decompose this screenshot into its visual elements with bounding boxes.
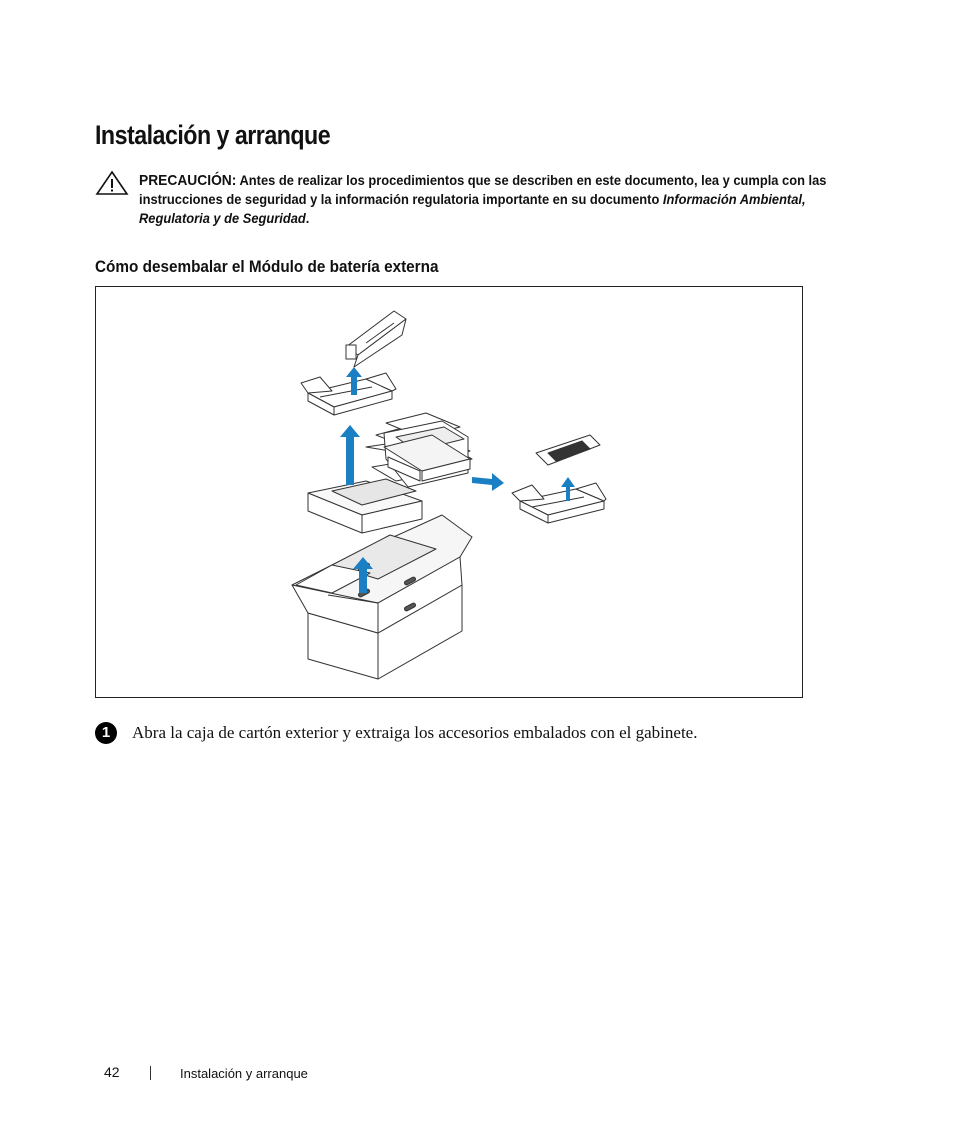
accessory-tray-right [512,483,606,523]
caution-document-title: Información Ambiental, Regulatoria y de Seguridad [139,191,806,226]
footer-divider [150,1066,151,1080]
caution-end: . [305,210,310,226]
unpacking-illustration [95,286,803,698]
step-number-badge: 1 [95,722,117,744]
section-heading: Cómo desembalar el Módulo de batería externa [95,257,439,276]
right-arrow-slab [472,473,504,491]
up-arrow-foam [340,425,360,485]
unpacking-drawing [96,287,802,697]
footer-section-title: Instalación y arranque [180,1066,308,1081]
accessory-tray-left [301,373,396,415]
caution-body: Antes de realizar los procedimientos que se describen en este documento, lea y cumpla con las instrucciones de seguridad y la información regulatoria importante en su documento [139,172,827,207]
battery-slab-left [308,479,422,533]
caution-label: PRECAUCIÓN: [139,172,237,189]
page-title: Instalación y arranque [95,120,331,150]
rail-bracket [346,311,406,367]
outer-carton [292,515,472,679]
page-number: 42 [104,1064,120,1080]
caution-triangle-icon [95,170,129,196]
caution-notice [139,171,838,228]
step-instruction: Abra la caja de cartón exterior y extraiga los accesorios embalados con el gabinete. [132,723,698,742]
hardware-kit [536,435,600,465]
